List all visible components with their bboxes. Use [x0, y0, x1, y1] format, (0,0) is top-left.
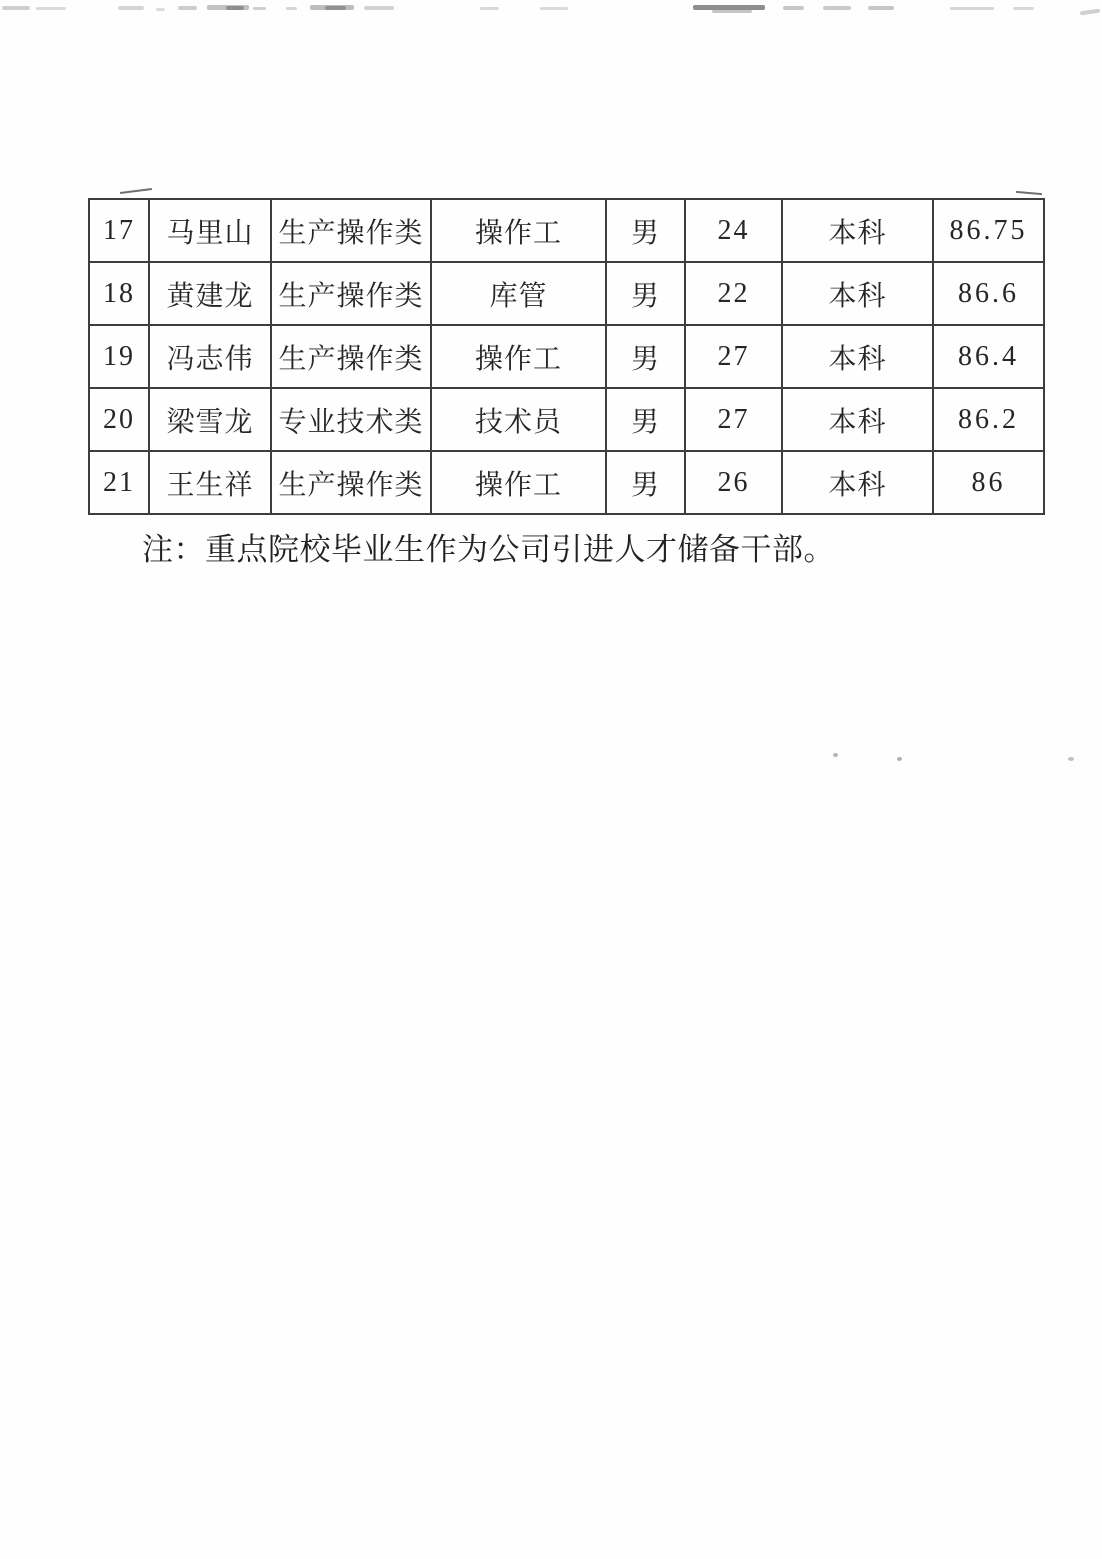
scan-artifact [950, 7, 994, 10]
scan-artifact [833, 753, 838, 757]
scan-artifact [2, 6, 30, 10]
scan-artifact [226, 6, 244, 10]
scan-artifact [325, 6, 346, 10]
table-cell: 操作工 [431, 199, 606, 262]
scan-artifact [1080, 9, 1100, 16]
scan-artifact [823, 6, 851, 10]
table-row [89, 262, 1044, 325]
table-cell: 黄建龙 [149, 262, 271, 325]
scan-artifact [1016, 191, 1042, 195]
scan-artifact [36, 7, 66, 10]
table-cell: 男 [606, 325, 685, 388]
table-cell: 男 [606, 451, 685, 514]
table-row [89, 325, 1044, 388]
table-cell: 27 [685, 325, 782, 388]
table-cell: 专业技术类 [271, 388, 431, 451]
table-cell: 19 [89, 325, 149, 388]
table-body [89, 199, 1044, 514]
scan-artifact [693, 5, 765, 10]
table-cell: 86.2 [933, 388, 1044, 451]
table-row [89, 199, 1044, 262]
table-cell: 梁雪龙 [149, 388, 271, 451]
table-cell: 男 [606, 199, 685, 262]
scan-artifact [253, 7, 266, 10]
table-cell: 20 [89, 388, 149, 451]
scan-artifact [783, 6, 804, 10]
personnel-table [88, 198, 1045, 515]
scan-artifact [540, 7, 568, 10]
table-cell: 生产操作类 [271, 262, 431, 325]
scan-artifact [310, 5, 354, 10]
table-cell: 本科 [782, 262, 933, 325]
table-row [89, 451, 1044, 514]
scan-artifact [897, 757, 902, 761]
table-cell: 17 [89, 199, 149, 262]
table-cell: 本科 [782, 325, 933, 388]
table-cell: 24 [685, 199, 782, 262]
table-cell: 马里山 [149, 199, 271, 262]
table-cell: 技术员 [431, 388, 606, 451]
scan-artifact [480, 7, 499, 10]
scan-artifact [178, 6, 197, 10]
table-cell: 操作工 [431, 325, 606, 388]
table-cell: 库管 [431, 262, 606, 325]
table-cell: 生产操作类 [271, 451, 431, 514]
table-cell: 22 [685, 262, 782, 325]
scan-artifact [1013, 7, 1034, 10]
table-cell: 男 [606, 388, 685, 451]
table-cell: 27 [685, 388, 782, 451]
table-cell: 冯志伟 [149, 325, 271, 388]
table-cell: 86 [933, 451, 1044, 514]
scan-artifact [118, 6, 144, 10]
scan-artifact [1068, 757, 1074, 761]
table-cell: 21 [89, 451, 149, 514]
table-cell: 本科 [782, 451, 933, 514]
scan-artifact [207, 5, 249, 10]
scan-artifact [712, 10, 752, 13]
table-cell: 18 [89, 262, 149, 325]
table-cell: 生产操作类 [271, 325, 431, 388]
table-cell: 生产操作类 [271, 199, 431, 262]
scan-artifact [120, 188, 152, 194]
table-cell: 86.75 [933, 199, 1044, 262]
table-cell: 86.6 [933, 262, 1044, 325]
table-row [89, 388, 1044, 451]
scan-artifact [286, 7, 297, 10]
table-cell: 男 [606, 262, 685, 325]
scan-artifact [868, 6, 894, 10]
scan-artifact [364, 6, 394, 10]
footnote: 注：重点院校毕业生作为公司引进人才储备干部。 [142, 532, 835, 567]
table-cell: 本科 [782, 388, 933, 451]
table-cell: 本科 [782, 199, 933, 262]
table-cell: 王生祥 [149, 451, 271, 514]
table-cell: 26 [685, 451, 782, 514]
scan-artifact [156, 8, 165, 11]
table-cell: 86.4 [933, 325, 1044, 388]
table-cell: 操作工 [431, 451, 606, 514]
